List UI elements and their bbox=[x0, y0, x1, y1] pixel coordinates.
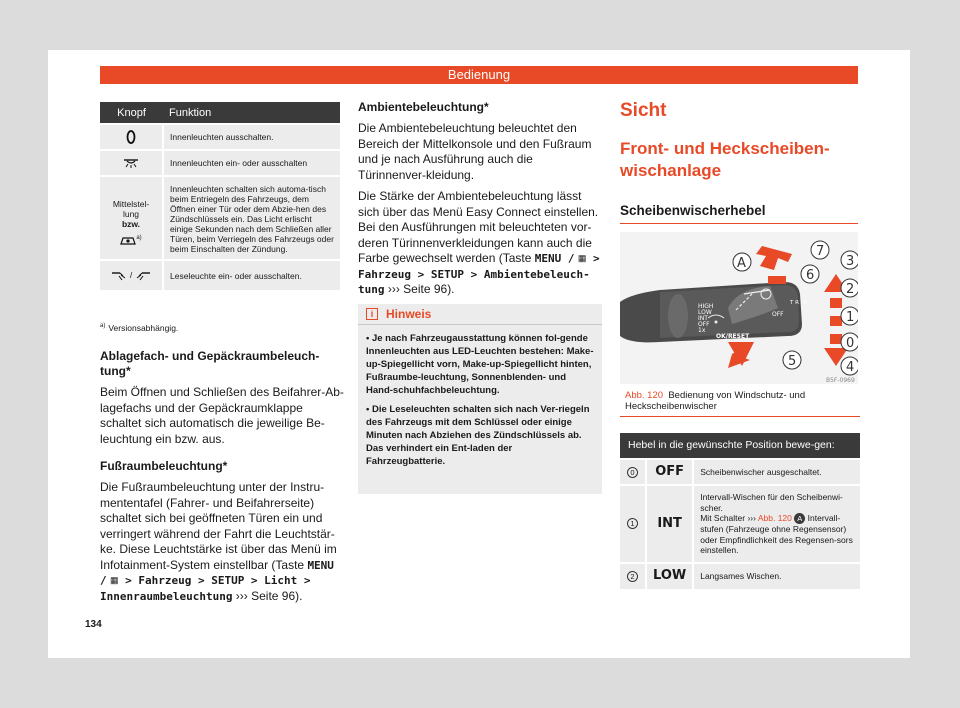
figure-label: 2 bbox=[846, 282, 855, 297]
grid-icon: ▦ bbox=[577, 253, 587, 264]
menu-key: MENU / bbox=[534, 252, 575, 265]
hinweis-box bbox=[358, 304, 602, 494]
table-row bbox=[100, 124, 340, 150]
table-row bbox=[100, 176, 340, 260]
table-row bbox=[620, 459, 860, 485]
figure-label: 3 bbox=[846, 254, 855, 269]
knopf-bzw: bzw. bbox=[121, 219, 141, 229]
footnote: $^{a)}$ Versionsabhängig. bbox=[100, 323, 179, 333]
col-funktion: Funktion bbox=[163, 102, 340, 124]
grid-icon: ▦ bbox=[109, 575, 119, 586]
figure-label-ref: A bbox=[794, 513, 805, 524]
stalk-label: INT bbox=[698, 315, 708, 322]
figure-code: B5F-0969 bbox=[826, 377, 855, 384]
table-row bbox=[100, 150, 340, 176]
subsection-title: Scheibenwischerhebel bbox=[620, 203, 858, 224]
figure-label: 5 bbox=[788, 354, 797, 369]
section-title: Front- und Heckscheiben-wischanlage bbox=[620, 139, 830, 180]
figure-ref: Abb. 120 bbox=[757, 513, 792, 523]
stalk-label: OK/RESET bbox=[716, 333, 750, 340]
position-key: OFF bbox=[646, 459, 693, 485]
hinweis-bullet: • Je nach Fahrzeugausstattung können fol-gende Innenleuchten aus LED-Leuchten bestehen: Make-up-Spiegellicht vorn, Make-up-Spiegellicht hinten, Fußraumbe-leuchtung, Sonnenblenden- und Hand-schuhfachbeleuchtung. bbox=[366, 333, 594, 396]
figure-label: 6 bbox=[806, 268, 815, 283]
reading-light-icon bbox=[111, 271, 127, 281]
position-key: LOW bbox=[646, 563, 693, 589]
funktion-cell: Innenleuchten ein- oder ausschalten bbox=[163, 150, 340, 176]
door-light-icon bbox=[120, 236, 136, 246]
heading-ambiente: Ambientebeleuchtung* bbox=[358, 100, 489, 114]
funktion-cell: Leseleuchte ein- oder ausschalten. bbox=[163, 260, 340, 290]
funktion-cell: Innenleuchten schalten sich automa-tisch beim Entriegeln des Fahrzeugs, dem Öffnen einer Tür oder dem Abzie-hen des Zündschlüssels ein. Das Licht erlischt einige Sekunden nach dem Schließen aller Türen, beim Verriegeln des Fahrzeugs oder beim Einschalten der Zündung. bbox=[163, 176, 340, 260]
figure-label: A bbox=[737, 256, 746, 271]
position-key: INT bbox=[646, 485, 693, 563]
hebel-header: Hebel in die gewünschte Position bewe-gen: bbox=[620, 433, 860, 459]
position-text: Intervall-Wischen für den Scheibenwi-scher. bbox=[700, 492, 843, 513]
stalk-label: OFF bbox=[772, 311, 784, 318]
position-number: 2 bbox=[627, 571, 638, 582]
table-row bbox=[100, 260, 340, 290]
menu-key: MENU / bbox=[100, 558, 334, 587]
position-number: 0 bbox=[627, 467, 638, 478]
knopf-mittelstellung: Mittelstel-lung bbox=[112, 199, 150, 219]
col-knopf: Knopf bbox=[100, 102, 163, 124]
heading-ablagefach: Ablagefach- und Gepäckraumbeleuch-tung* bbox=[100, 349, 320, 378]
middle-column bbox=[358, 100, 602, 298]
stalk-label: HIGH bbox=[698, 303, 714, 310]
figure-caption: Abb. 120 Bedienung von Windschutz- und Heckscheibenwischer bbox=[625, 390, 806, 412]
off-bulb-icon bbox=[126, 130, 136, 144]
figure-label: 4 bbox=[846, 360, 855, 375]
position-text: Scheibenwischer ausgeschaltet. bbox=[693, 459, 860, 485]
separator: / bbox=[129, 270, 133, 281]
stalk-label: T R I P bbox=[790, 300, 808, 306]
heading-fussraum: Fußraumbeleuchtung* bbox=[100, 459, 228, 473]
stalk-label: LOW bbox=[698, 309, 712, 316]
interior-light-icon bbox=[123, 158, 139, 168]
info-icon: i bbox=[366, 308, 378, 320]
stalk-label: OFF bbox=[698, 321, 710, 328]
knopf-table bbox=[100, 102, 340, 290]
stalk-label: 1x bbox=[698, 327, 706, 334]
reading-light-icon bbox=[135, 271, 151, 281]
figure-label: 1 bbox=[846, 310, 855, 325]
left-column bbox=[100, 349, 344, 604]
figure-label: 7 bbox=[816, 244, 825, 259]
caption-divider bbox=[620, 416, 860, 417]
para-ablagefach: Beim Öffnen und Schließen des Beifahrer-Ab-lagefachs und der Gepäckraumklappe schaltet sich automatisch die jeweilige Be-leuchtung ein bzw. aus. bbox=[100, 385, 344, 446]
funktion-cell: Innenleuchten ausschalten. bbox=[163, 124, 340, 150]
manual-page bbox=[48, 50, 910, 658]
wiper-lever-figure bbox=[620, 232, 858, 384]
hinweis-bullet: • Die Leseleuchten schalten sich nach Ver-riegeln des Fahrzeugs mit dem Schlüssel oder einige Minuten nach Abziehen des Zündschlüssels ab. Das verhindert ein Ent-laden der Fahrzeugbatterie. bbox=[366, 404, 590, 467]
footnote-ref: a) bbox=[136, 235, 142, 241]
position-text: Langsames Wischen. bbox=[693, 563, 860, 589]
table-row: 1 INT Intervall-Wischen für den Scheibenwi-scher. Mit Schalter ››› Abb. 120 A Intervall-stufen (Fahrzeuge ohne Regensensor) oder Empfindlichkeit des Regensen-sors einstellen. bbox=[620, 485, 860, 563]
chapter-title: Sicht bbox=[620, 100, 667, 121]
page-number: 134 bbox=[85, 619, 102, 630]
para-ambiente-2: Die Stärke der Ambientebeleuchtung lässt sich über das Menü Easy Connect einstellen. Bei den Ausführungen mit beleuchteten vor-deren Türinnenverkleidungen kann auch die Farbe gewechselt werden (Taste MENU / ▦ > Fahrzeug > SETUP > Ambientebeleuch-tung ››› Seite 96). bbox=[358, 189, 600, 297]
para-fussraum: Die Fußraumbeleuchtung unter der Instru-mententafel (Fahrer- und Beifahrerseite) schaltet sich bei geöffneten Türen ein und verringert während der Fahrt die Leuchtstär-ke. Diese Leuchtstärke ist über das Menü im Infotainment-System einstellbar (Taste MENU / ▦ > Fahrzeug > SETUP > Licht > Innenraumbeleuchtung ››› Seite 96). bbox=[100, 480, 337, 603]
position-number: 1 bbox=[627, 518, 638, 529]
table-row bbox=[620, 563, 860, 589]
hebel-table bbox=[620, 433, 860, 589]
para-ambiente-1: Die Ambientebeleuchtung beleuchtet den Bereich der Mittelkonsole und den Fußraum und je nach Ausführung auch die Türinnenver-kleidung. bbox=[358, 121, 592, 182]
figure-label: 0 bbox=[846, 336, 855, 351]
section-header: Bedienung bbox=[100, 66, 858, 84]
hinweis-title: Hinweis bbox=[386, 307, 432, 321]
